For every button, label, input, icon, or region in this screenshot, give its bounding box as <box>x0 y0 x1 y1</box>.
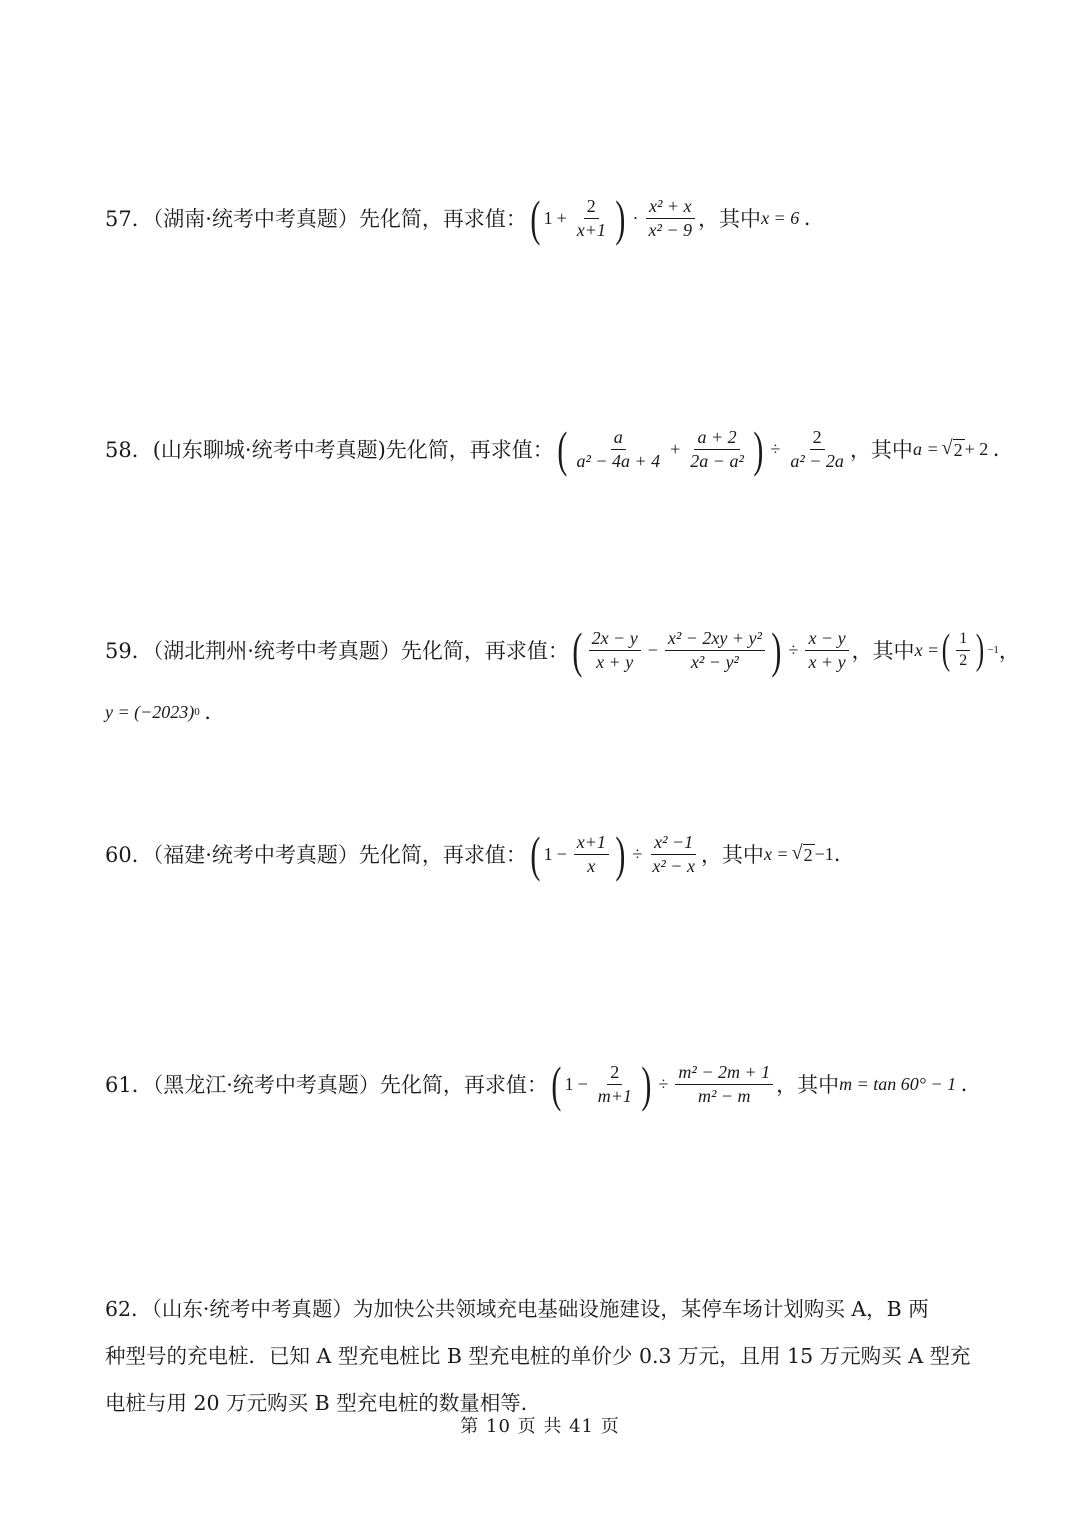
problem-58-tail: ，其中 <box>849 438 913 462</box>
page-footer: 第 10 页 共 41 页 <box>460 1416 620 1437</box>
sqrt-symbol: √ 2 <box>791 842 813 865</box>
right-paren: ) <box>615 826 626 882</box>
problem-60-label: 60．（福建·统考中考真题）先化简，再求值： <box>105 843 527 867</box>
problem-61-expression: ( 1 − $\frac{2}{m+1}$ ) ÷ $\frac{\text{m² − 2m + 1}}{\text{m² − m}}$ <box>548 1059 776 1109</box>
problem-59-expression: ( $\frac{2x - y}{x + y}$ − $\frac{\text{x² − 2xy + y²}}{\text{x² − y²}}$ ) ÷ $\frac{x - y}{x + y}$ <box>569 625 852 675</box>
problem-61-condition: m = tan 60° − 1 <box>839 1073 957 1094</box>
problem-58-label: 58．(山东聊城·统考中考真题)先化简，再求值： <box>105 438 554 462</box>
problem-58: 58．(山东聊城·统考中考真题)先化简，再求值： ( $\frac{a}{\text{a² − 4a + 4}}$ + $\frac{a + 2}{\text{2a − a²}}$ ) ÷ $\frac{2}{\text{a² − 2a}}$ ，其中 a = √ 2 + 2 . <box>105 421 1000 477</box>
problem-57-expression: ( 1 + $\frac{2}{x+1}$ ) · $\frac{\text{x² + x}}{\text{x² − 9}}$ <box>527 193 698 243</box>
problem-62-line-3: 电桩与用 20 万元购买 B 型充电桩的数量相等． <box>105 1391 542 1415</box>
right-paren: ) <box>641 1056 652 1112</box>
fraction: $\frac{1}{2}$ <box>956 631 970 670</box>
sqrt-symbol: √ 2 <box>941 437 963 460</box>
left-paren: ( <box>530 826 541 882</box>
fraction: $\frac{2}{\text{a² − 2a}}$ <box>790 426 844 471</box>
fraction: $\frac{2x - y}{x + y}$ <box>589 629 641 672</box>
fraction: $\frac{\text{x² −1}}{\text{x² − x}}$ <box>652 831 695 876</box>
left-paren: ( <box>551 1056 562 1112</box>
problem-62-line-2: 种型号的充电桩．已知 A 型充电桩比 B 型充电桩的单价少 0.3 万元，且用 15 万元购买 A 型充 <box>105 1344 971 1368</box>
problem-62 <box>105 1286 980 1427</box>
problem-61-label: 61．（黑龙江·统考中考真题）先化简，再求值： <box>105 1073 548 1097</box>
problem-57-label: 57．（湖南·统考中考真题）先化简，再求值： <box>105 207 527 231</box>
problem-57-condition: x = 6 <box>761 207 800 228</box>
fraction: $\frac{x - y}{x + y}$ <box>805 629 848 672</box>
fraction: $\frac{2}{x+1}$ <box>576 195 606 240</box>
problem-59-tail: ，其中 <box>851 639 915 663</box>
problem-59-label: 59．（湖北荆州·统考中考真题）先化简，再求值： <box>105 639 569 663</box>
left-paren: ( <box>557 421 568 477</box>
fraction: $\frac{2}{m+1}$ <box>597 1061 632 1106</box>
right-paren: ) <box>753 421 764 477</box>
problem-58-condition: a = √ 2 + 2 <box>912 437 989 460</box>
problem-60-condition: x = √ 2 −1 <box>763 842 834 865</box>
fraction: $\frac{x+1}{x}$ <box>574 833 609 876</box>
problem-57: 57．（湖南·统考中考真题）先化简，再求值： ( 1 + $\frac{2}{x+1}$ ) · $\frac{\text{x² + x}}{\text{x² − 9}}$ ，其中 x = 6 . <box>105 190 811 246</box>
problem-59-condition: x = ( $\frac{1}{2}$ ) −1 <box>914 627 999 673</box>
right-paren: ) <box>771 622 782 678</box>
problem-60-tail: ，其中 <box>700 843 764 867</box>
problem-59-condition-y: y = (−2023) 0 <box>105 701 200 722</box>
problem-58-expression: ( $\frac{a}{\text{a² − 4a + 4}}$ + $\frac{a + 2}{\text{2a − a²}}$ ) ÷ $\frac{2}{\text{a² − 2a}}$ <box>554 424 850 474</box>
fraction: $\frac{\text{x² + x}}{\text{x² − 9}}$ <box>646 197 696 240</box>
fraction: $\frac{\text{m² − 2m + 1}}{\text{m² − m}}$ <box>675 1063 773 1106</box>
problem-57-tail: ，其中 <box>698 207 762 231</box>
fraction: $\frac{a + 2}{\text{2a − a²}}$ <box>690 426 744 471</box>
left-paren: ( <box>572 622 583 678</box>
problem-62-line-1: 62．（山东·统考中考真题）为加快公共领域充电基础设施建设，某停车场计划购买 A，B 两 <box>105 1297 929 1321</box>
problem-61: 61．（黑龙江·统考中考真题）先化简，再求值： ( 1 − $\frac{2}{m+1}$ ) ÷ $\frac{\text{m² − 2m + 1}}{\text{m² − m}}$ ，其中 m = tan 60° − 1 . <box>105 1056 968 1112</box>
fraction: $\frac{\text{x² − 2xy + y²}}{\text{x² − y²}}$ <box>665 629 765 672</box>
problem-61-tail: ，其中 <box>776 1073 840 1097</box>
problem-60-expression: ( 1 − $\frac{x+1}{x}$ ) ÷ $\frac{\text{x² −1}}{\text{x² − x}}$ <box>527 829 701 879</box>
problem-60: 60．（福建·统考中考真题）先化简，再求值： ( 1 − $\frac{x+1}{x}$ ) ÷ $\frac{\text{x² −1}}{\text{x² − x}}$ ，其中 x = √ 2 −1 . <box>105 826 841 882</box>
left-paren: ( <box>530 190 541 246</box>
problem-59: 59．（湖北荆州·统考中考真题）先化简，再求值： ( $\frac{2x - y}{x + y}$ − $\frac{\text{x² − 2xy + y²}}{\text{x² − y²}}$ ) ÷ $\frac{x - y}{x + y}$ ，其中 x = ( $\frac{1}{2}$ ) −1 ， y = (−2023) 0 . <box>105 622 1020 724</box>
fraction: $\frac{a}{\text{a² − 4a + 4}}$ <box>576 426 661 471</box>
right-paren: ) <box>615 190 626 246</box>
